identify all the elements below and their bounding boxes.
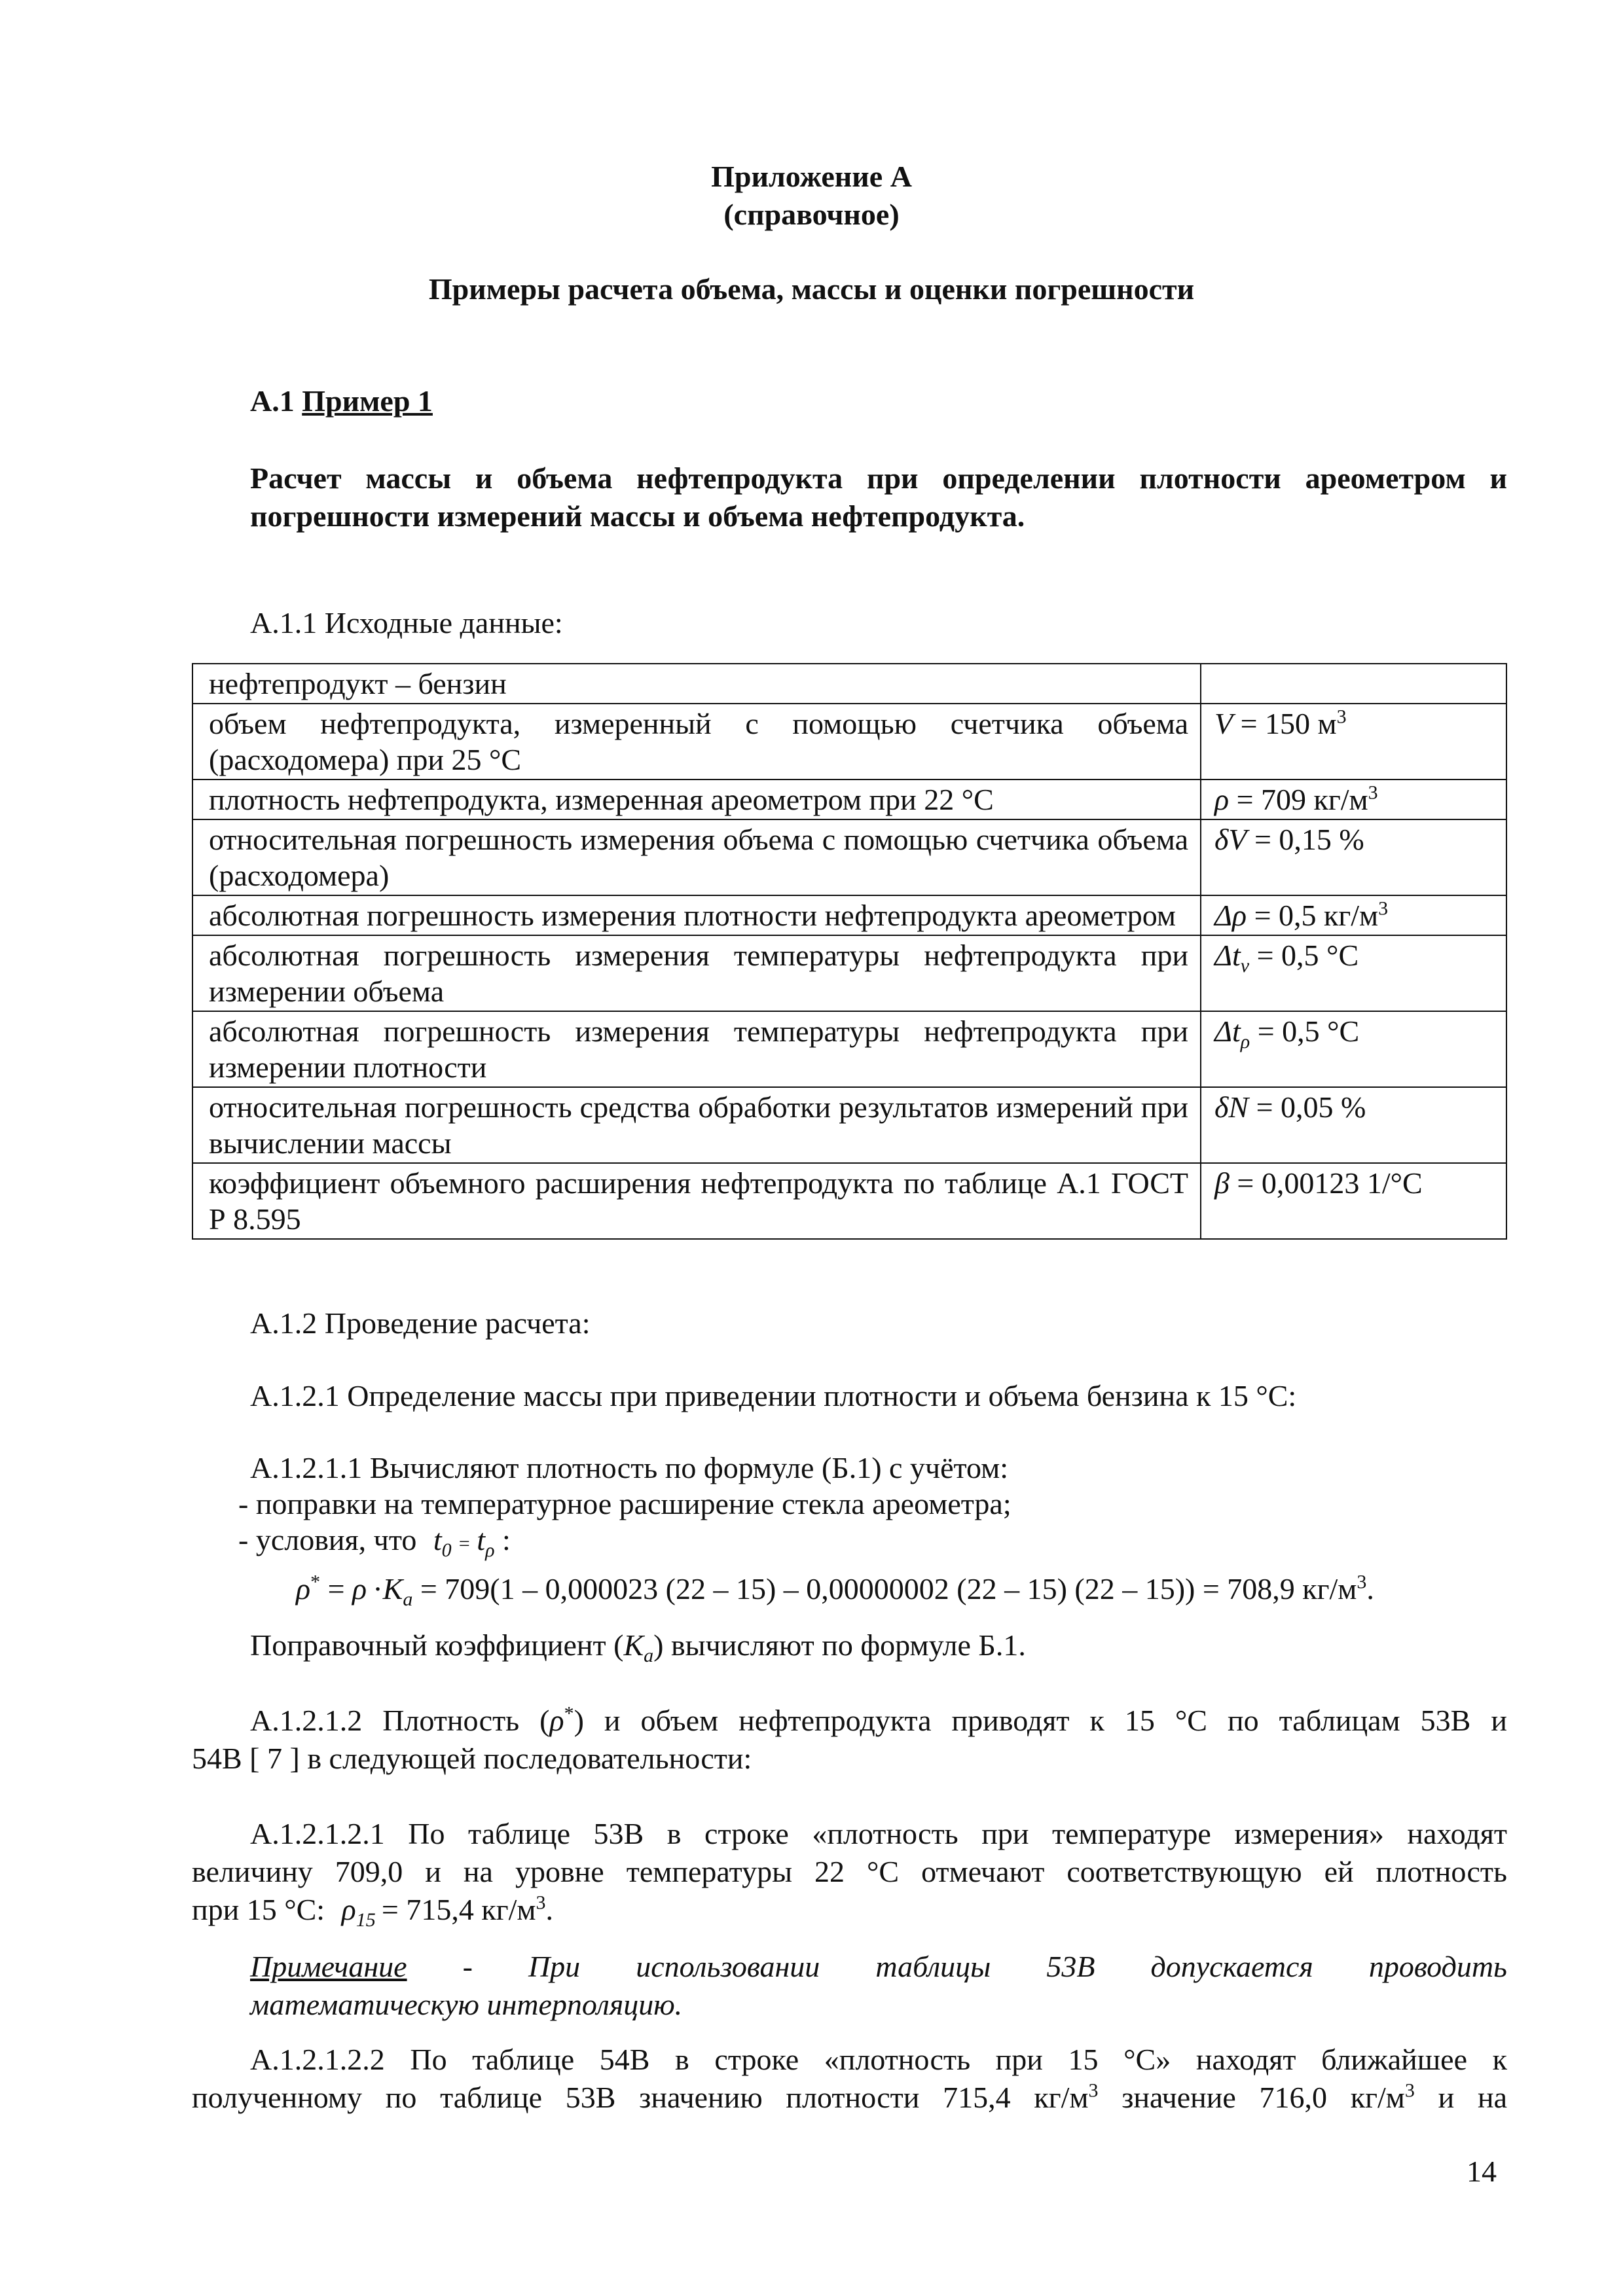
- calc-subsection-heading: А.1.2.1 Определение массы при приведении плотности и объема бензина к 15 °С:: [250, 1379, 1297, 1412]
- row-value: [1201, 895, 1506, 935]
- row-description: абсолютная погрешность измерения температуры нефтепродукта при измерении плотности: [192, 1011, 1201, 1087]
- example-number: А.1: [250, 384, 295, 418]
- row-symbol: Δt: [1214, 1014, 1241, 1048]
- initial-data-row: [192, 935, 1506, 1011]
- example-name: Пример 1: [302, 384, 433, 418]
- example-title-line2: погрешности измерений массы и объема нефтепродукта.: [250, 499, 1025, 533]
- row-value: [1201, 819, 1506, 895]
- density-formula-text: = 709(1 – 0,000023 (22 – 15) – 0,00000002 (22 – 15) (22 – 15)) = 708,9 кг/м: [420, 1572, 1357, 1605]
- initial-data-row: [192, 780, 1506, 819]
- row-description: коэффициент объемного расширения нефтепродукта по таблице А.1 ГОСТ Р 8.595: [192, 1163, 1201, 1239]
- step-12121-line2: величину 709,0 и на уровне температуры 22 °С отмечают соответствующую ей плотность: [192, 1855, 1507, 1888]
- initial-data-row: [192, 1011, 1506, 1087]
- initial-data-row: [192, 1087, 1506, 1163]
- density-formula: $\rho^* = \rho \cdot K_a = 709(1 - 0,000023$ (22 – 15) – 0,00000002 (22 – 15) (22 – 15)) = 708,9 $кг/м^3$.: [296, 1571, 1374, 1611]
- step-12122-line1: А.1.2.1.2.2 По таблице 54В в строке «плотность при 15 °С» находят ближайшее к: [250, 2043, 1507, 2076]
- appendix-kind: (справочное): [723, 198, 900, 231]
- bullet-correction: - поправки на температурное расширение стекла ареометра;: [238, 1487, 1012, 1520]
- calc-section-heading: А.1.2 Проведение расчета:: [250, 1306, 591, 1340]
- row-symbol-subscript: v: [1240, 955, 1250, 977]
- row-value-text: = 0,5 °С: [1250, 1014, 1360, 1048]
- initial-data-row: [192, 1163, 1506, 1239]
- row-description: абсолютная погрешность измерения плотности нефтепродукта ареометром: [192, 895, 1201, 935]
- row-value-superscript: 3: [1336, 706, 1347, 728]
- initial-data-table: [192, 663, 1507, 1240]
- row-symbol: δN: [1214, 1090, 1249, 1124]
- row-symbol: β: [1214, 1166, 1230, 1200]
- note-line1: [250, 1947, 1507, 1986]
- step-12121-prefix: при 15 °С:: [192, 1893, 325, 1926]
- example-heading: [250, 382, 433, 421]
- initial-data-row: [192, 819, 1506, 895]
- step-1212-b: ) и объем нефтепродукта приводят к 15 °С по таблицам 53В и: [574, 1704, 1507, 1737]
- row-description: плотность нефтепродукта, измеренная ареометром при 22 °С: [192, 780, 1201, 819]
- note-text: - При использовании таблицы 53В допускается проводить: [407, 1950, 1507, 1983]
- row-description: объем нефтепродукта, измеренный с помощью счетчика объема (расходомера) при 25 °С: [192, 704, 1201, 780]
- note-label: Примечание: [250, 1950, 407, 1983]
- step-12121-line3: при 15 °С: $\rho_{15} = 715,4$ $кг/м^3$.: [192, 1892, 553, 1931]
- row-value: [1201, 664, 1506, 704]
- row-value-text: = 150 м: [1233, 707, 1337, 740]
- row-symbol: V: [1214, 707, 1233, 740]
- bullet-condition-text: - условия, что: [238, 1523, 417, 1556]
- correction-prefix: Поправочный коэффициент (: [250, 1628, 624, 1662]
- row-symbol: Δt: [1214, 939, 1241, 972]
- row-value-text: = 0,5 кг/м: [1247, 899, 1379, 932]
- row-value-superscript: 3: [1378, 897, 1389, 920]
- appendix-subject: Примеры расчета объема, массы и оценки погрешности: [428, 272, 1195, 306]
- initial-data-row: [192, 895, 1506, 935]
- row-symbol: ρ: [1214, 783, 1230, 816]
- initial-data-label: А.1.1 Исходные данные:: [250, 606, 563, 639]
- row-value: [1201, 704, 1506, 780]
- row-symbol-subscript: ρ: [1240, 1031, 1250, 1053]
- correction-suffix: ) вычисляют по формуле Б.1.: [653, 1628, 1026, 1662]
- example-title-line1: Расчет массы и объема нефтепродукта при определении плотности ареометром и: [250, 461, 1507, 495]
- step-12122-line2: полученному по таблице 53В значению плотности 715,4 $кг/м^3$ значение 716,0 $кг/м^3$ и на: [192, 2079, 1508, 2114]
- step-1212-line2: 54В [ 7 ] в следующей последовательности:: [192, 1742, 752, 1775]
- step-12121-line1: А.1.2.1.2.1 По таблице 53В в строке «плотность при температуре измерения» находят: [250, 1817, 1507, 1850]
- row-description: нефтепродукт – бензин: [192, 664, 1201, 704]
- row-value-text: = 0,05 %: [1249, 1090, 1366, 1124]
- step-12121-value: = 715,4 кг/м: [381, 1893, 536, 1926]
- step-12122-b: значение 716,0 кг/м: [1098, 2081, 1405, 2114]
- row-value-text: = 709 кг/м: [1229, 783, 1368, 816]
- calc-step-density: А.1.2.1.1 Вычисляют плотность по формуле (Б.1) с учётом:: [250, 1451, 1008, 1484]
- correction-factor-line: Поправочный коэффициент $(K_a)$ вычисляют по формуле Б.1.: [250, 1628, 1026, 1667]
- row-symbol: Δρ: [1214, 899, 1247, 932]
- row-symbol: δV: [1214, 823, 1247, 856]
- row-value: [1201, 935, 1506, 1011]
- row-description: относительная погрешность измерения объема с помощью счетчика объема (расходомера): [192, 819, 1201, 895]
- row-description: абсолютная погрешность измерения температуры нефтепродукта при измерении объема: [192, 935, 1201, 1011]
- step-12122-c: и на: [1414, 2081, 1508, 2114]
- step-12122-a: полученному по таблице 53В значению плотности 715,4 кг/м: [192, 2081, 1089, 2114]
- bullet-condition: - условия, что $t_0 = t_\rho$ :: [238, 1523, 511, 1562]
- row-description: относительная погрешность средства обработки результатов измерений при вычислении массы: [192, 1087, 1201, 1163]
- initial-data-row: [192, 664, 1506, 704]
- step-1212-a: А.1.2.1.2 Плотность (: [250, 1704, 550, 1737]
- initial-data-row: [192, 704, 1506, 780]
- row-value: [1201, 1087, 1506, 1163]
- row-value: [1201, 780, 1506, 819]
- note-line2: математическую интерполяцию.: [250, 1988, 683, 2021]
- row-value: [1201, 1011, 1506, 1087]
- row-value-superscript: 3: [1368, 781, 1378, 804]
- row-value-text: = 0,5 °С: [1249, 939, 1359, 972]
- page-number: 14: [1467, 2155, 1497, 2188]
- condition-formula: $t_0 = t_\rho$: [433, 1523, 495, 1562]
- appendix-title: Приложение А: [711, 160, 912, 193]
- row-value-text: = 0,15 %: [1247, 823, 1364, 856]
- row-value: [1201, 1163, 1506, 1239]
- row-value-text: = 0,00123 1/°С: [1229, 1166, 1423, 1200]
- step-1212-line1: А.1.2.1.2 Плотность (ρ*) и объем нефтепродукта приводят к 15 °С по таблицам 53В и: [250, 1702, 1507, 1737]
